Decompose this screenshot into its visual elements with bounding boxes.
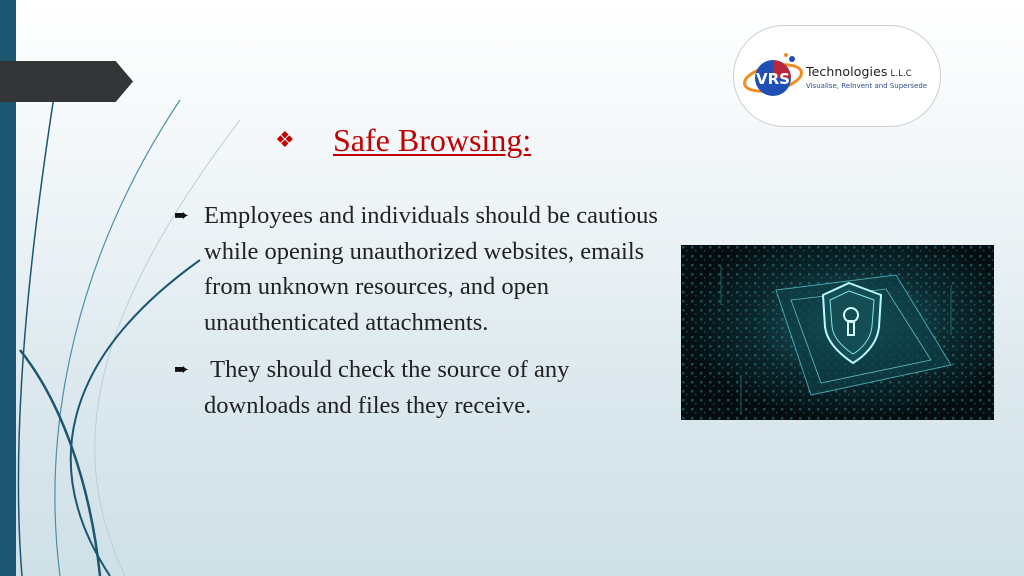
cyber-security-image: [681, 245, 994, 420]
bullet-list: [174, 198, 664, 435]
logo-tagline: Visualise, ReInvent and Supersede: [806, 82, 928, 90]
shield-keyhole-illustration: [681, 245, 994, 420]
diamond-four-icon: ❖: [275, 127, 295, 153]
logo-badge-text: VRS: [756, 70, 790, 88]
slide-title-row: [275, 118, 531, 162]
bullet-text: They should check the source of any downloads and files they receive.: [204, 356, 576, 419]
bullet-text: Employees and individuals should be cautious while opening unauthorized websites, emails from unknown resources, and open unauthenticated attachments.: [204, 202, 658, 336]
arrow-tab-decoration: [0, 61, 133, 102]
bullet-item: [174, 352, 664, 423]
logo-suffix: L.L.C: [890, 69, 912, 79]
slide-title: Safe Browsing:: [333, 121, 532, 158]
pointing-hand-icon: ➨: [174, 205, 190, 226]
logo-name-text: Technologies: [806, 64, 888, 79]
bullet-item: [174, 198, 664, 340]
logo-company-name: [806, 64, 912, 79]
company-logo: [733, 25, 941, 127]
pointing-hand-icon: ➨: [174, 359, 190, 380]
vrs-globe-icon: [742, 50, 804, 106]
